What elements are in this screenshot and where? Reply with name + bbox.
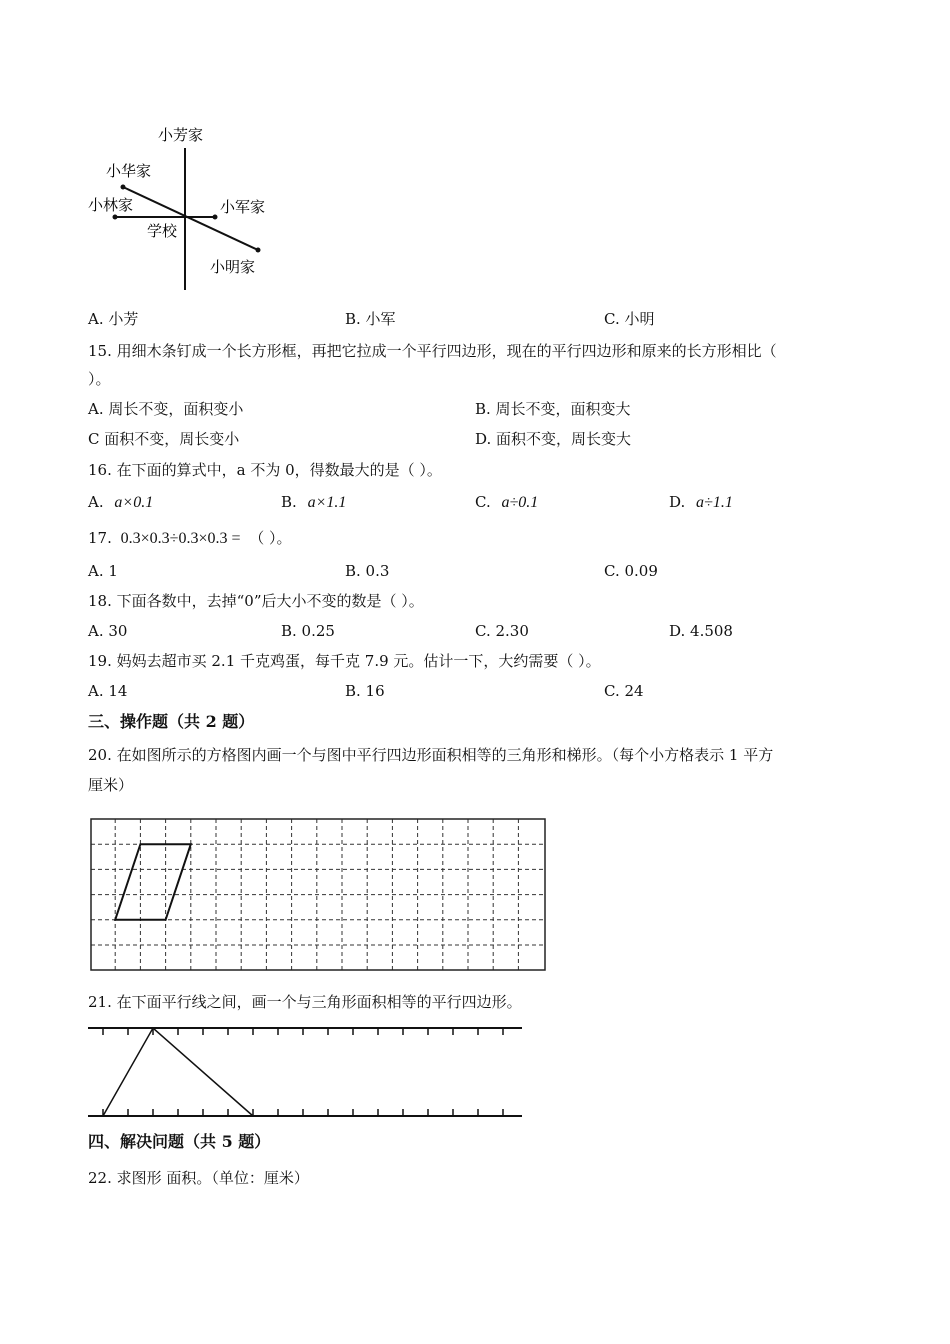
- q17-option-a[interactable]: A. 1: [88, 562, 118, 580]
- xiaohua-point: [121, 185, 126, 190]
- q15-option-a[interactable]: A. 周长不变，面积变小: [88, 400, 244, 418]
- xiaoming-point: [256, 248, 261, 253]
- q16-option-b-expr: a×1.1: [307, 494, 347, 511]
- q16-option-a[interactable]: [88, 492, 153, 513]
- q17-option-b[interactable]: B. 0.3: [345, 562, 390, 580]
- xiaojun-point: [213, 215, 218, 220]
- label-xiaohua: 小华家: [106, 162, 152, 180]
- q16-option-d-expr: a÷1.1: [696, 494, 733, 511]
- bottom-tick-marks: [103, 1109, 503, 1116]
- grid-dashed-lines: [91, 819, 545, 970]
- xiaolin-point: [113, 215, 118, 220]
- q15-option-c[interactable]: C 面积不变，周长变小: [88, 430, 240, 448]
- q19-option-b[interactable]: B. 16: [345, 682, 385, 700]
- q14-option-b[interactable]: B. 小军: [345, 310, 396, 328]
- q18-option-d[interactable]: D. 4.508: [669, 622, 733, 640]
- q16-option-b[interactable]: [281, 492, 346, 513]
- direction-map-figure: [80, 118, 290, 298]
- q19-option-c[interactable]: C. 24: [604, 682, 644, 700]
- q17-blank: （ ）。: [249, 529, 292, 547]
- q16-option-d-label: D.: [669, 493, 686, 511]
- q21-parallel-lines-figure[interactable]: [86, 1022, 526, 1122]
- q16-stem: 16. 在下面的算式中，a 不为 0，得数最大的是（ ）。: [88, 461, 442, 479]
- q16-option-c[interactable]: [475, 492, 538, 513]
- q18-option-a[interactable]: A. 30: [88, 622, 128, 640]
- q17-number: 17.: [88, 529, 112, 547]
- q16-option-d[interactable]: [669, 492, 733, 513]
- q18-option-c[interactable]: C. 2.30: [475, 622, 529, 640]
- label-xiaofang: 小芳家: [158, 126, 204, 144]
- triangle-shape: [103, 1028, 253, 1116]
- q16-option-a-expr: a×0.1: [114, 494, 154, 511]
- label-xiaoming: 小明家: [210, 258, 256, 276]
- label-school: 学校: [147, 222, 178, 240]
- q16-option-a-label: A.: [88, 493, 104, 511]
- section3-title: 三、操作题（共 2 题）: [88, 712, 255, 731]
- top-tick-marks: [103, 1028, 503, 1035]
- q15-option-d[interactable]: D. 面积不变，周长变大: [475, 430, 632, 448]
- q15-stem-line1: 15. 用细木条钉成一个长方形框，再把它拉成一个平行四边形，现在的平行四边形和原来的长方形相比（: [88, 342, 777, 360]
- northwest-southeast-line: [123, 187, 258, 250]
- q18-stem: 18. 下面各数中，去掉“0”后大小不变的数是（ ）。: [88, 592, 424, 610]
- q16-option-b-label: B.: [281, 493, 297, 511]
- q19-option-a[interactable]: A. 14: [88, 682, 128, 700]
- q17-option-c[interactable]: C. 0.09: [604, 562, 658, 580]
- q20-stem-line2: 厘米）: [88, 776, 134, 794]
- q15-option-b[interactable]: B. 周长不变，面积变大: [475, 400, 631, 418]
- q18-option-b[interactable]: B. 0.25: [281, 622, 335, 640]
- label-xiaojun: 小军家: [220, 198, 266, 216]
- q16-option-c-label: C.: [475, 493, 491, 511]
- q15-stem-line2: ）。: [88, 370, 111, 388]
- q16-option-c-expr: a÷0.1: [501, 494, 539, 511]
- q22-stem: 22. 求图形 面积。（单位：厘米）: [88, 1169, 309, 1187]
- q14-option-a[interactable]: A. 小芳: [88, 310, 139, 328]
- q17-expression: 0.3×0.3÷0.3×0.3 =: [120, 530, 241, 547]
- q17-stem: [88, 528, 292, 549]
- q19-stem: 19. 妈妈去超市买 2.1 千克鸡蛋，每千克 7.9 元。估计一下，大约需要（ ）。: [88, 652, 601, 670]
- section4-title: 四、解决问题（共 5 题）: [88, 1132, 271, 1151]
- q14-option-c[interactable]: C. 小明: [604, 310, 655, 328]
- label-xiaolin: 小林家: [88, 196, 134, 214]
- q21-stem: 21. 在下面平行线之间，画一个与三角形面积相等的平行四边形。: [88, 993, 522, 1011]
- parallelogram-shape: [115, 844, 191, 920]
- q20-grid-figure[interactable]: [90, 818, 548, 973]
- q20-stem-line1: 20. 在如图所示的方格图内画一个与图中平行四边形面积相等的三角形和梯形。（每个小方格表示 1 平方: [88, 746, 774, 764]
